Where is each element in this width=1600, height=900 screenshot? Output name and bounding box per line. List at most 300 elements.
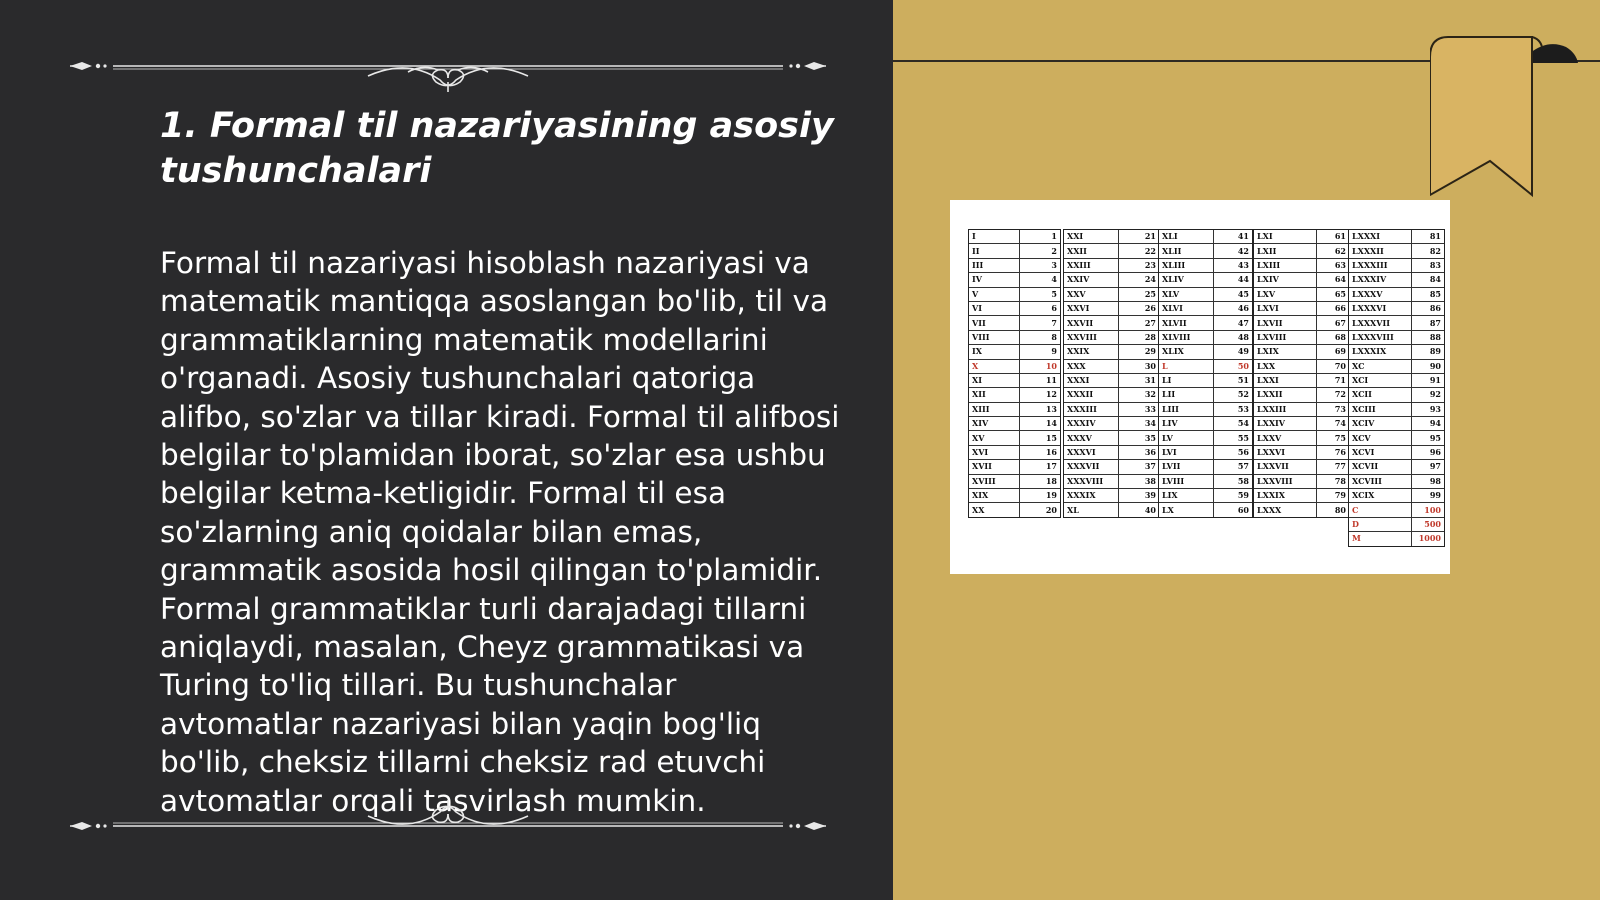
roman-numeral-cell: XLI: [1159, 230, 1214, 244]
table-row: [1159, 445, 1252, 459]
ornament-bottom-icon: [68, 800, 828, 850]
arabic-number-cell: 100: [1412, 503, 1445, 517]
arabic-number-cell: 90: [1412, 359, 1445, 373]
table-row: [1254, 273, 1349, 287]
arabic-number-cell: 43: [1214, 258, 1253, 272]
table-row: [1349, 287, 1444, 301]
roman-numeral-cell: LXXV: [1254, 431, 1317, 445]
arabic-number-cell: 59: [1214, 489, 1253, 503]
arabic-number-cell: 82: [1412, 244, 1445, 258]
table-row: [1064, 258, 1159, 272]
roman-numeral-cell: XII: [969, 388, 1020, 402]
arabic-number-cell: 38: [1119, 474, 1160, 488]
arabic-number-cell: 7: [1020, 316, 1061, 330]
roman-numeral-cell: XXXVII: [1064, 460, 1119, 474]
roman-numeral-cell: L: [1159, 359, 1214, 373]
arabic-number-cell: 36: [1119, 445, 1160, 459]
roman-numeral-cell: XXVIII: [1064, 330, 1119, 344]
table-row: [969, 431, 1060, 445]
table-row: [1349, 330, 1444, 344]
arabic-number-cell: 6: [1020, 301, 1061, 315]
table-row: [1159, 316, 1252, 330]
roman-numeral-cell: LXII: [1254, 244, 1317, 258]
arabic-number-cell: 62: [1317, 244, 1350, 258]
arabic-number-cell: 15: [1020, 431, 1061, 445]
table-row: [1159, 417, 1252, 431]
table-row: [1159, 244, 1252, 258]
roman-numeral-cell: XIV: [969, 417, 1020, 431]
table-row: [1159, 359, 1252, 373]
table-row: [1064, 230, 1159, 244]
table-row: [969, 273, 1060, 287]
roman-numeral-cell: LXIV: [1254, 273, 1317, 287]
numeral-column-4: [1253, 229, 1350, 518]
arabic-number-cell: 86: [1412, 301, 1445, 315]
roman-numeral-cell: X: [969, 359, 1020, 373]
table-row: [1064, 330, 1159, 344]
table-row: [969, 402, 1060, 416]
table-row: [1159, 388, 1252, 402]
roman-numeral-cell: XXIX: [1064, 345, 1119, 359]
table-row: [1254, 316, 1349, 330]
table-row: [1254, 503, 1349, 517]
roman-numeral-cell: XLVIII: [1159, 330, 1214, 344]
roman-numeral-cell: XCIII: [1349, 402, 1412, 416]
table-row: [1064, 460, 1159, 474]
arabic-number-cell: 81: [1412, 230, 1445, 244]
arabic-number-cell: 93: [1412, 402, 1445, 416]
roman-numeral-cell: C: [1349, 503, 1412, 517]
roman-numeral-cell: III: [969, 258, 1020, 272]
roman-numeral-cell: LX: [1159, 503, 1214, 517]
table-row: [1254, 373, 1349, 387]
roman-numeral-cell: LXXVIII: [1254, 474, 1317, 488]
arabic-number-cell: 84: [1412, 273, 1445, 287]
roman-numeral-cell: XVIII: [969, 474, 1020, 488]
table-row: [1064, 445, 1159, 459]
roman-numeral-cell: LXXXVIII: [1349, 330, 1412, 344]
arabic-number-cell: 16: [1020, 445, 1061, 459]
arabic-number-cell: 95: [1412, 431, 1445, 445]
roman-numeral-cell: XCI: [1349, 373, 1412, 387]
arabic-number-cell: 22: [1119, 244, 1160, 258]
table-row: [1159, 258, 1252, 272]
table-row: [1064, 402, 1159, 416]
roman-numeral-cell: IX: [969, 345, 1020, 359]
arabic-number-cell: 57: [1214, 460, 1253, 474]
arabic-number-cell: 64: [1317, 273, 1350, 287]
arabic-number-cell: 74: [1317, 417, 1350, 431]
arabic-number-cell: 25: [1119, 287, 1160, 301]
roman-numeral-cell: LXXVII: [1254, 460, 1317, 474]
ornament-top-icon: [68, 42, 828, 92]
table-row: [1064, 244, 1159, 258]
roman-numeral-cell: XLIII: [1159, 258, 1214, 272]
table-row: [969, 301, 1060, 315]
table-row: [1254, 287, 1349, 301]
roman-numeral-cell: LXX: [1254, 359, 1317, 373]
table-row: [1254, 460, 1349, 474]
arabic-number-cell: 18: [1020, 474, 1061, 488]
table-row: [1349, 316, 1444, 330]
roman-numeral-cell: M: [1349, 532, 1412, 546]
roman-numeral-cell: LXXIX: [1254, 489, 1317, 503]
arabic-number-cell: 92: [1412, 388, 1445, 402]
table-row: [969, 503, 1060, 517]
roman-numeral-cell: XXXVI: [1064, 445, 1119, 459]
roman-numeral-cell: LIV: [1159, 417, 1214, 431]
arabic-number-cell: 89: [1412, 345, 1445, 359]
arabic-number-cell: 10: [1020, 359, 1061, 373]
arabic-number-cell: 77: [1317, 460, 1350, 474]
arabic-number-cell: 55: [1214, 431, 1253, 445]
arabic-number-cell: 67: [1317, 316, 1350, 330]
roman-numeral-cell: LXXXVI: [1349, 301, 1412, 315]
arabic-number-cell: 12: [1020, 388, 1061, 402]
table-row: [1254, 388, 1349, 402]
arabic-number-cell: 5: [1020, 287, 1061, 301]
bookmark-ribbon-icon: [1430, 35, 1580, 200]
table-row: [1064, 431, 1159, 445]
table-row: [1349, 345, 1444, 359]
roman-numeral-cell: XXV: [1064, 287, 1119, 301]
roman-numeral-cell: IV: [969, 273, 1020, 287]
table-row: [1064, 345, 1159, 359]
arabic-number-cell: 40: [1144, 504, 1156, 515]
roman-numeral-cell: XL: [1064, 503, 1119, 517]
arabic-number-cell: 1000: [1418, 533, 1441, 544]
roman-numeral-cell: XXIV: [1064, 273, 1119, 287]
roman-numeral-cell: XXVI: [1064, 301, 1119, 315]
numeral-column-3: [1158, 229, 1253, 518]
arabic-number-cell: 53: [1214, 402, 1253, 416]
table-row: [1159, 402, 1252, 416]
table-row: [1159, 474, 1252, 488]
roman-numeral-cell: II: [969, 244, 1020, 258]
roman-numeral-cell: LXVI: [1254, 301, 1317, 315]
table-row: [1159, 273, 1252, 287]
roman-numeral-cell: XXX: [1064, 359, 1119, 373]
table-row: [969, 345, 1060, 359]
roman-numeral-cell: XLV: [1159, 287, 1214, 301]
arabic-number-cell: 72: [1317, 388, 1350, 402]
roman-numeral-cell: LXXI: [1254, 373, 1317, 387]
table-row: [969, 373, 1060, 387]
table-row: [1159, 373, 1252, 387]
table-row: [1254, 359, 1349, 373]
roman-numeral-cell: LXXIV: [1254, 417, 1317, 431]
roman-numeral-cell: XIII: [969, 402, 1020, 416]
arabic-number-cell: 91: [1412, 373, 1445, 387]
table-row: [1064, 417, 1159, 431]
table-row: [969, 230, 1060, 244]
table-row: [1349, 474, 1444, 488]
arabic-number-cell: 13: [1020, 402, 1061, 416]
arabic-number-cell: 51: [1214, 373, 1253, 387]
roman-numeral-cell: LXV: [1254, 287, 1317, 301]
roman-numeral-cell: XLVI: [1159, 301, 1214, 315]
arabic-number-cell: 68: [1317, 330, 1350, 344]
arabic-number-cell: 21: [1119, 230, 1160, 244]
table-row: [1254, 230, 1349, 244]
table-row: [969, 287, 1060, 301]
arabic-number-cell: 11: [1020, 373, 1061, 387]
roman-numeral-cell: XV: [969, 431, 1020, 445]
table-row: [1349, 230, 1444, 244]
roman-numeral-cell: XLII: [1159, 244, 1214, 258]
arabic-number-cell: 54: [1214, 417, 1253, 431]
table-row: [1349, 301, 1444, 315]
table-row: [1064, 273, 1159, 287]
arabic-number-cell: 83: [1412, 258, 1445, 272]
table-row: [1254, 244, 1349, 258]
table-row: [1349, 431, 1444, 445]
roman-numeral-cell: XC: [1349, 359, 1412, 373]
table-row: [1064, 287, 1159, 301]
numeral-column-2: [1063, 229, 1160, 518]
roman-numeral-cell: D: [1349, 517, 1412, 531]
roman-numeral-cell: LIX: [1159, 489, 1214, 503]
arabic-number-cell: 56: [1214, 445, 1253, 459]
arabic-number-cell: 58: [1214, 474, 1253, 488]
roman-numeral-cell: XXXIX: [1064, 489, 1119, 503]
arabic-number-cell: 45: [1214, 287, 1253, 301]
roman-numeral-cell: XX: [969, 503, 1020, 517]
arabic-number-cell: 8: [1020, 330, 1061, 344]
roman-numeral-cell: LXXXII: [1349, 244, 1412, 258]
roman-numeral-cell: LXXXIX: [1349, 345, 1412, 359]
arabic-number-cell: 70: [1317, 359, 1350, 373]
arabic-number-cell: 96: [1412, 445, 1445, 459]
roman-numeral-cell: LXXXVII: [1349, 316, 1412, 330]
roman-numeral-cell: V: [969, 287, 1020, 301]
roman-numeral-cell: XI: [969, 373, 1020, 387]
table-row: [969, 316, 1060, 330]
roman-numeral-cell: VII: [969, 316, 1020, 330]
arabic-number-cell: 44: [1214, 273, 1253, 287]
arabic-number-cell: 2: [1020, 244, 1061, 258]
roman-numeral-cell: XLIX: [1159, 345, 1214, 359]
table-row: [969, 417, 1060, 431]
arabic-number-cell: 48: [1214, 330, 1253, 344]
table-row: [1349, 273, 1444, 287]
arabic-number-cell: 78: [1317, 474, 1350, 488]
arabic-number-cell: 23: [1119, 258, 1160, 272]
roman-numeral-cell: LXXIII: [1254, 402, 1317, 416]
roman-numeral-cell: LXXXIII: [1349, 258, 1412, 272]
roman-numeral-cell: XXXIV: [1064, 417, 1119, 431]
table-row: [1349, 373, 1444, 387]
table-row: [1064, 489, 1159, 503]
table-row: [1349, 460, 1444, 474]
roman-numeral-cell: LIII: [1159, 402, 1214, 416]
table-row: [1159, 503, 1252, 517]
table-row: [969, 359, 1060, 373]
roman-numeral-cell: XXXIII: [1064, 402, 1119, 416]
arabic-number-cell: 61: [1317, 230, 1350, 244]
table-row: [1349, 503, 1444, 517]
table-row: [1254, 301, 1349, 315]
arabic-number-cell: 60: [1237, 504, 1249, 515]
arabic-number-cell: 52: [1214, 388, 1253, 402]
arabic-number-cell: 63: [1317, 258, 1350, 272]
roman-numeral-cell: LV: [1159, 431, 1214, 445]
arabic-number-cell: 87: [1412, 316, 1445, 330]
roman-numeral-cell: XCVIII: [1349, 474, 1412, 488]
arabic-number-cell: 46: [1214, 301, 1253, 315]
table-row: [1159, 489, 1252, 503]
table-row: [969, 244, 1060, 258]
arabic-number-cell: 97: [1412, 460, 1445, 474]
roman-numeral-cell: XLIV: [1159, 273, 1214, 287]
roman-numeral-cell: XIX: [969, 489, 1020, 503]
roman-numeral-cell: XCVI: [1349, 445, 1412, 459]
roman-numeral-cell: XVI: [969, 445, 1020, 459]
arabic-number-cell: 27: [1119, 316, 1160, 330]
table-row: [1349, 417, 1444, 431]
arabic-number-cell: 66: [1317, 301, 1350, 315]
roman-numeral-cell: XVII: [969, 460, 1020, 474]
roman-numeral-cell: XCII: [1349, 388, 1412, 402]
arabic-number-cell: 85: [1412, 287, 1445, 301]
roman-numeral-cell: XXI: [1064, 230, 1119, 244]
arabic-number-cell: 30: [1119, 359, 1160, 373]
roman-numeral-table: [950, 200, 1450, 574]
table-row: [1159, 301, 1252, 315]
arabic-number-cell: 500: [1412, 517, 1445, 531]
arabic-number-cell: 71: [1317, 373, 1350, 387]
table-row: [969, 258, 1060, 272]
roman-numeral-cell: VI: [969, 301, 1020, 315]
table-row: [969, 445, 1060, 459]
arabic-number-cell: 9: [1020, 345, 1061, 359]
table-row: [1254, 445, 1349, 459]
table-row: [1254, 474, 1349, 488]
arabic-number-cell: 73: [1317, 402, 1350, 416]
roman-numeral-cell: LVIII: [1159, 474, 1214, 488]
roman-numeral-cell: LXVII: [1254, 316, 1317, 330]
roman-numeral-cell: LXVIII: [1254, 330, 1317, 344]
roman-numeral-cell: XCV: [1349, 431, 1412, 445]
roman-numeral-cell: LXIII: [1254, 258, 1317, 272]
arabic-number-cell: 1: [1020, 230, 1061, 244]
roman-numeral-cell: XLVII: [1159, 316, 1214, 330]
roman-numeral-cell: LI: [1159, 373, 1214, 387]
table-row: [969, 330, 1060, 344]
roman-numeral-cell: LXXVI: [1254, 445, 1317, 459]
table-row: [1159, 230, 1252, 244]
arabic-number-cell: 98: [1412, 474, 1445, 488]
arabic-number-cell: 26: [1119, 301, 1160, 315]
roman-numeral-cell: LVI: [1159, 445, 1214, 459]
table-row: [1064, 373, 1159, 387]
arabic-number-cell: 37: [1119, 460, 1160, 474]
arabic-number-cell: 49: [1214, 345, 1253, 359]
arabic-number-cell: 42: [1214, 244, 1253, 258]
roman-numeral-cell: LXXXIV: [1349, 273, 1412, 287]
table-row: [1254, 417, 1349, 431]
table-row: [1349, 532, 1444, 546]
roman-numeral-cell: LXXX: [1254, 503, 1317, 517]
table-row: [1064, 316, 1159, 330]
arabic-number-cell: 69: [1317, 345, 1350, 359]
table-row: [1254, 489, 1349, 503]
roman-numeral-cell: XXII: [1064, 244, 1119, 258]
arabic-number-cell: 41: [1214, 230, 1253, 244]
arabic-number-cell: 80: [1334, 504, 1346, 515]
roman-numeral-cell: LXXXI: [1349, 230, 1412, 244]
table-row: [1159, 330, 1252, 344]
table-row: [1064, 474, 1159, 488]
roman-numeral-cell: XXXV: [1064, 431, 1119, 445]
roman-numeral-cell: I: [969, 230, 1020, 244]
roman-numeral-cell: LVII: [1159, 460, 1214, 474]
table-row: [1349, 258, 1444, 272]
arabic-number-cell: 35: [1119, 431, 1160, 445]
arabic-number-cell: 34: [1119, 417, 1160, 431]
roman-numeral-cell: XXXVIII: [1064, 474, 1119, 488]
roman-numeral-cell: LXXII: [1254, 388, 1317, 402]
roman-numeral-cell: XXVII: [1064, 316, 1119, 330]
roman-numeral-cell: LXI: [1254, 230, 1317, 244]
numeral-column-1: [968, 229, 1061, 518]
table-row: [1349, 402, 1444, 416]
arabic-number-cell: 3: [1020, 258, 1061, 272]
arabic-number-cell: 99: [1412, 489, 1445, 503]
arabic-number-cell: 28: [1119, 330, 1160, 344]
arabic-number-cell: 4: [1020, 273, 1061, 287]
table-row: [969, 460, 1060, 474]
table-row: [1159, 431, 1252, 445]
table-row: [1254, 345, 1349, 359]
roman-numeral-cell: XXXII: [1064, 388, 1119, 402]
roman-numeral-cell: XCVII: [1349, 460, 1412, 474]
table-row: [969, 489, 1060, 503]
roman-numeral-cell: XXIII: [1064, 258, 1119, 272]
table-row: [1254, 402, 1349, 416]
arabic-number-cell: 76: [1317, 445, 1350, 459]
table-row: [969, 474, 1060, 488]
table-row: [1349, 388, 1444, 402]
arabic-number-cell: 32: [1119, 388, 1160, 402]
arabic-number-cell: 29: [1119, 345, 1160, 359]
table-row: [1349, 359, 1444, 373]
table-row: [1064, 503, 1159, 517]
arabic-number-cell: 31: [1119, 373, 1160, 387]
roman-numeral-cell: VIII: [969, 330, 1020, 344]
arabic-number-cell: 19: [1020, 489, 1061, 503]
table-row: [1349, 445, 1444, 459]
arabic-number-cell: 33: [1119, 402, 1160, 416]
arabic-number-cell: 88: [1412, 330, 1445, 344]
table-row: [1064, 359, 1159, 373]
table-row: [1159, 460, 1252, 474]
slide-body-text: Formal til nazariyasi hisoblash nazariyasi va matematik mantiqqa asoslangan bo'lib, til va grammatiklarning matematik modellarini o'rganadi. Asosiy tushunchalari qatoriga alifbo, so'zlar va tillar kiradi. Formal til alifbosi belgilar to'plamidan iborat, so'zlar esa ushbu belgilar ketma-ketligidir. Formal til esa so'zlarning aniq qoidalar bilan emas, grammatik asosida hosil qilingan to'plamidir. Formal grammatiklar turli darajadagi tillarni aniqlaydi, masalan, Cheyz grammatikasi va Turing to'liq tillari. Bu tushunchalar avtomatlar nazariyasi bilan yaqin bog'liq bo'lib, cheksiz tillarni cheksiz rad etuvchi avtomatlar orqali tasvirlash mumkin.: [160, 246, 840, 818]
numeral-column-5: [1348, 229, 1445, 547]
roman-numeral-cell: XCIV: [1349, 417, 1412, 431]
roman-numeral-cell: LII: [1159, 388, 1214, 402]
arabic-number-cell: 17: [1020, 460, 1061, 474]
arabic-number-cell: 65: [1317, 287, 1350, 301]
table-row: [1349, 489, 1444, 503]
arabic-number-cell: 20: [1045, 504, 1057, 515]
arabic-number-cell: 79: [1317, 489, 1350, 503]
table-row: [1159, 287, 1252, 301]
arabic-number-cell: 14: [1020, 417, 1061, 431]
table-row: [1349, 244, 1444, 258]
table-row: [1254, 258, 1349, 272]
table-row: [969, 388, 1060, 402]
